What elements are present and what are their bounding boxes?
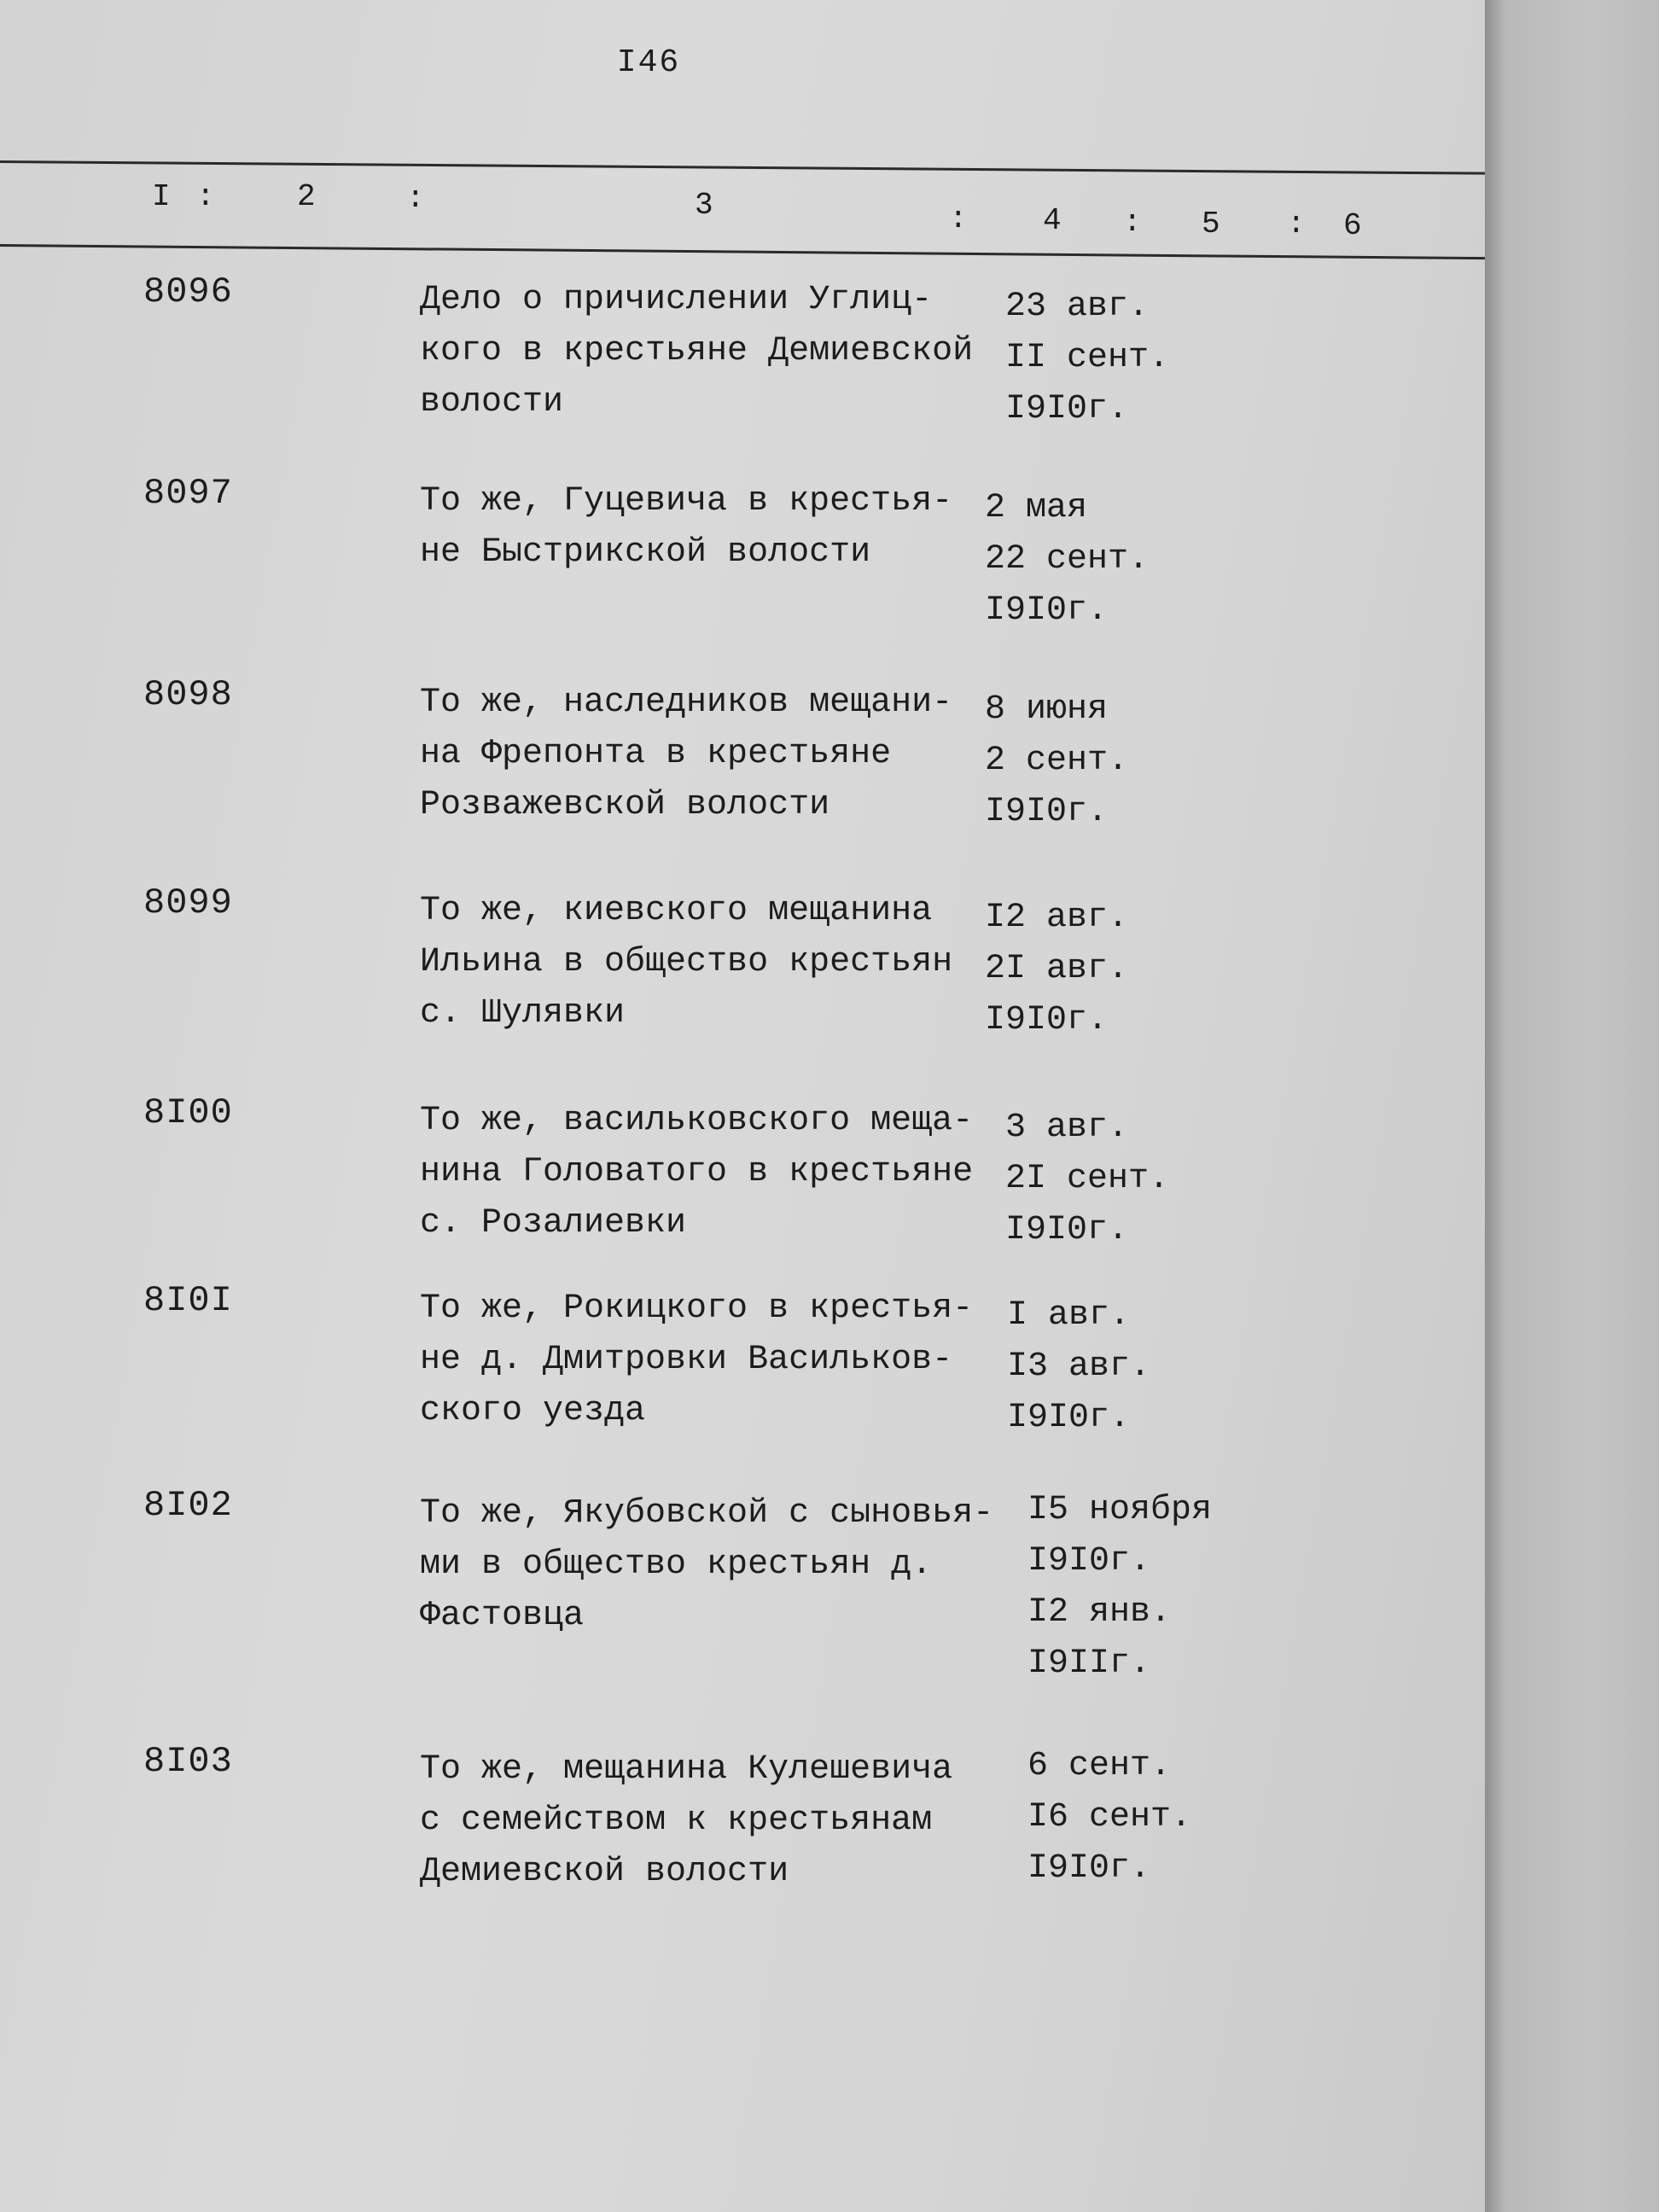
date-line: I9I0г. bbox=[1027, 1542, 1151, 1580]
entry-dates bbox=[985, 893, 1128, 1046]
description-line: Демиевской волости bbox=[420, 1853, 789, 1891]
column-header-2: 2 bbox=[297, 179, 316, 214]
description-line: с. Шулявки bbox=[420, 994, 626, 1033]
column-header-4: 4 bbox=[1043, 203, 1062, 238]
description-line: с семейством к крестьянам bbox=[420, 1802, 933, 1840]
column-separator: : bbox=[406, 181, 425, 216]
description-line: с. Розалиевки bbox=[420, 1204, 687, 1243]
date-line: 2I сент. bbox=[1005, 1160, 1170, 1198]
description-line: То же, Гуцевича в крестья- bbox=[420, 482, 953, 521]
date-line: I9I0г. bbox=[985, 591, 1109, 630]
entry-description bbox=[420, 886, 1017, 1039]
date-line: 22 сент. bbox=[985, 540, 1150, 579]
entry-description bbox=[420, 1096, 1017, 1249]
column-header-3: 3 bbox=[695, 188, 713, 223]
entry-dates bbox=[985, 483, 1149, 637]
description-line: нина Головатого в крестьяне bbox=[420, 1153, 974, 1191]
description-line: волости bbox=[420, 383, 564, 422]
description-line: То же, Рокицкого в крестья- bbox=[420, 1289, 974, 1328]
date-line: I9I0г. bbox=[985, 793, 1109, 831]
description-line: То же, Якубовской с сыновья- bbox=[420, 1494, 994, 1533]
entry-description bbox=[420, 1488, 1017, 1642]
entry-description bbox=[420, 1284, 1017, 1437]
date-line: I2 янв. bbox=[1027, 1593, 1172, 1632]
date-line: 23 авг. bbox=[1005, 288, 1150, 326]
entry-description bbox=[420, 678, 1017, 831]
entry-number: 8I03 bbox=[143, 1741, 233, 1782]
description-line: ского уезда bbox=[420, 1392, 646, 1430]
description-line: ми в общество крестьян д. bbox=[420, 1545, 933, 1584]
column-separator: : bbox=[196, 179, 215, 214]
description-line: Розважевской волости bbox=[420, 786, 830, 824]
date-line: I9IIг. bbox=[1027, 1644, 1151, 1683]
entry-description bbox=[420, 1744, 1017, 1898]
date-line: I9I0г. bbox=[1007, 1399, 1131, 1437]
entry-number: 8096 bbox=[143, 271, 233, 312]
page-edge bbox=[1485, 0, 1659, 2212]
entry-dates bbox=[1005, 1103, 1169, 1256]
entry-number: 8I02 bbox=[143, 1485, 233, 1526]
date-line: 2I авг. bbox=[985, 950, 1129, 988]
entry-dates bbox=[1027, 1485, 1212, 1690]
description-line: То же, мещанина Кулешевича bbox=[420, 1750, 953, 1789]
date-line: II сент. bbox=[1005, 339, 1170, 377]
date-line: 3 авг. bbox=[1005, 1109, 1129, 1147]
description-line: Дело о причислении Углиц- bbox=[420, 281, 933, 319]
date-line: I3 авг. bbox=[1007, 1348, 1151, 1386]
page-number: I46 bbox=[616, 44, 681, 81]
date-line: I9I0г. bbox=[985, 1001, 1109, 1039]
entry-number: 8I00 bbox=[143, 1092, 233, 1133]
description-line: То же, васильковского меща- bbox=[420, 1102, 974, 1140]
description-line: кого в крестьяне Демиевской bbox=[420, 332, 974, 370]
date-line: I авг. bbox=[1007, 1296, 1131, 1335]
date-line: 6 сент. bbox=[1027, 1747, 1172, 1785]
date-line: I9I0г. bbox=[1005, 1211, 1129, 1249]
column-separator: : bbox=[1123, 205, 1142, 240]
description-line: То же, киевского мещанина bbox=[420, 892, 933, 930]
description-line: не Быстрикской волости bbox=[420, 533, 871, 572]
description-line: То же, наследников мещани- bbox=[420, 684, 953, 722]
entry-number: 8097 bbox=[143, 473, 233, 514]
description-line: Фастовца bbox=[420, 1597, 585, 1635]
date-line: I6 сент. bbox=[1027, 1798, 1192, 1837]
date-line: 2 сент. bbox=[985, 742, 1129, 780]
column-separator: : bbox=[1287, 207, 1306, 242]
header-top-rule bbox=[0, 160, 1485, 175]
entry-dates bbox=[985, 684, 1128, 838]
date-line: 8 июня bbox=[985, 690, 1109, 729]
entry-number: 8098 bbox=[143, 674, 233, 715]
column-separator: : bbox=[949, 201, 968, 236]
entry-number: 8099 bbox=[143, 882, 233, 923]
entry-description bbox=[420, 275, 1017, 428]
column-header-5: 5 bbox=[1202, 207, 1220, 242]
date-line: I2 авг. bbox=[985, 899, 1129, 937]
description-line: не д. Дмитровки Васильков- bbox=[420, 1341, 953, 1379]
date-line: I9I0г. bbox=[1027, 1849, 1151, 1888]
date-line: I9I0г. bbox=[1005, 390, 1129, 428]
description-line: на Фрепонта в крестьяне bbox=[420, 735, 892, 773]
entry-description bbox=[420, 476, 1017, 579]
header-bottom-rule bbox=[0, 244, 1485, 259]
entry-dates bbox=[1005, 282, 1169, 435]
entry-number: 8I0I bbox=[143, 1280, 233, 1321]
date-line: 2 мая bbox=[985, 489, 1088, 527]
date-line: I5 ноября bbox=[1027, 1491, 1213, 1529]
column-header-1: I bbox=[152, 179, 171, 214]
entry-dates bbox=[1007, 1290, 1150, 1444]
column-header-6: 6 bbox=[1343, 208, 1362, 243]
entry-dates bbox=[1027, 1741, 1191, 1895]
description-line: Ильина в общество крестьян bbox=[420, 943, 953, 981]
